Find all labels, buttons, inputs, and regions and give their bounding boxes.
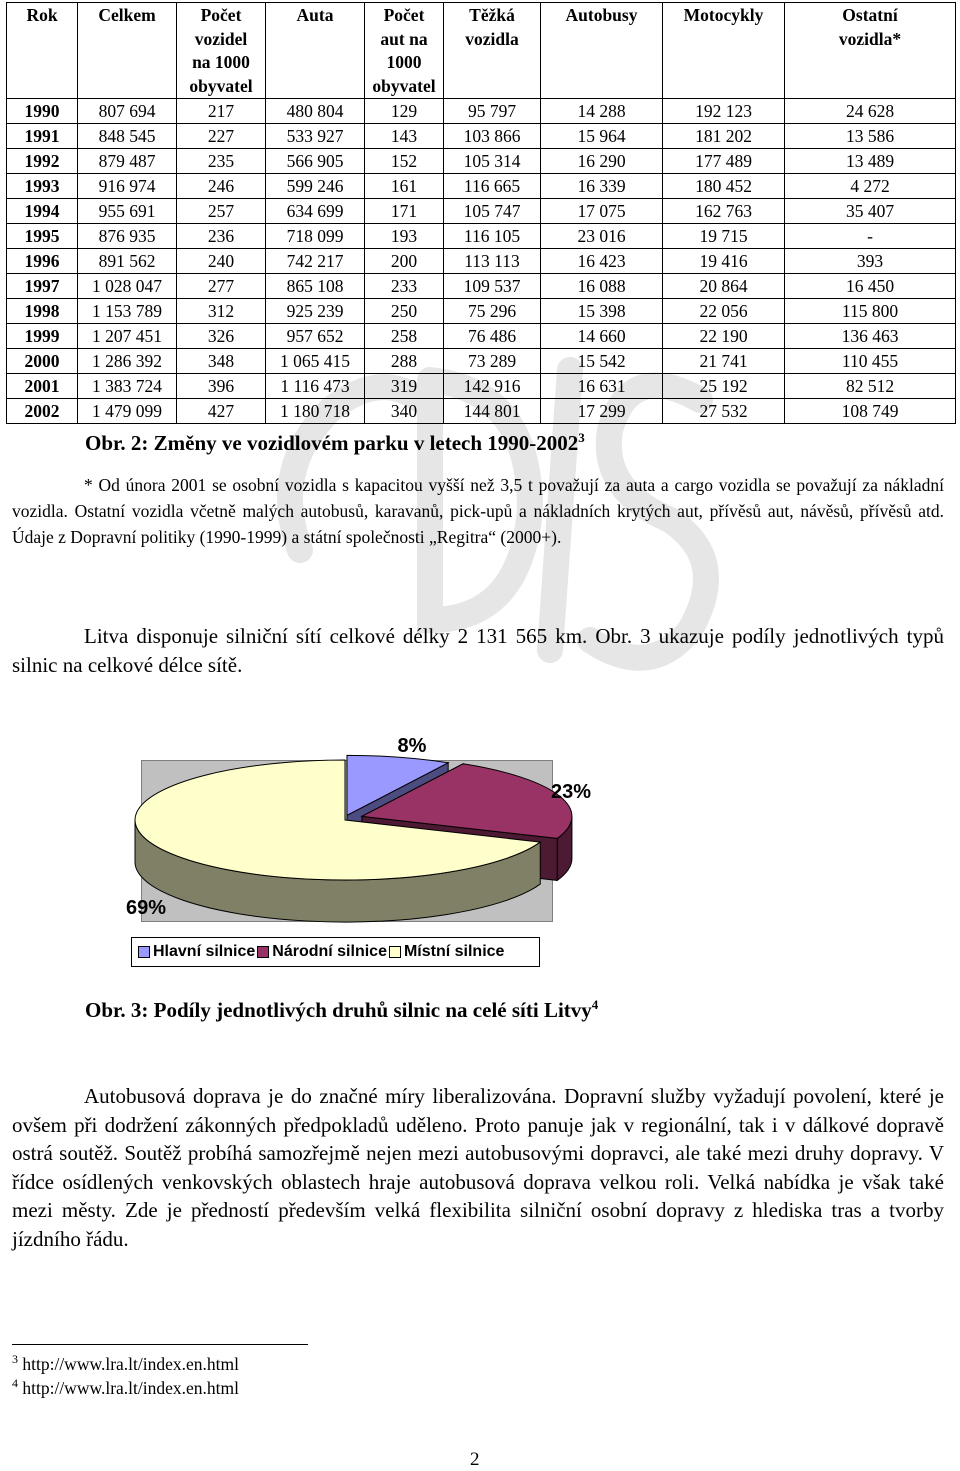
table-cell: 24 628: [785, 99, 956, 124]
footnote-3: [12, 1352, 239, 1375]
table-cell: 116 665: [444, 174, 541, 199]
year-cell: 1990: [7, 99, 78, 124]
table-cell: 27 532: [663, 399, 785, 424]
table-cell: -: [785, 224, 956, 249]
table-cell: 115 800: [785, 299, 956, 324]
table-cell: 16 450: [785, 274, 956, 299]
table-cell: 16 339: [541, 174, 663, 199]
table-cell: 16 631: [541, 374, 663, 399]
footnote-ref: 3: [578, 430, 585, 445]
table-cell: 76 486: [444, 324, 541, 349]
table-cell: 340: [365, 399, 444, 424]
table-cell: 16 088: [541, 274, 663, 299]
table-cell: 396: [177, 374, 266, 399]
table-cell: 16 423: [541, 249, 663, 274]
header-line: Počet: [383, 5, 425, 25]
year-cell: 1994: [7, 199, 78, 224]
table-cell: 925 239: [266, 299, 365, 324]
table-cell: 20 864: [663, 274, 785, 299]
table-cell: 17 075: [541, 199, 663, 224]
table-cell: 217: [177, 99, 266, 124]
header-line: Ostatní: [842, 5, 898, 25]
table-cell: 227: [177, 124, 266, 149]
table-cell: 246: [177, 174, 266, 199]
table-cell: 566 905: [266, 149, 365, 174]
footnote-link: http://www.lra.lt/index.en.html: [22, 1353, 239, 1374]
table-cell: 236: [177, 224, 266, 249]
table-cell: 181 202: [663, 124, 785, 149]
header-line: 1000: [386, 52, 422, 72]
year-cell: 1998: [7, 299, 78, 324]
table-cell: 1 116 473: [266, 374, 365, 399]
table-cell: 35 407: [785, 199, 956, 224]
page-number: 2: [470, 1449, 480, 1470]
table-cell: 848 545: [78, 124, 177, 149]
pie-data-label: 8%: [397, 735, 427, 757]
header-line: Autobusy: [565, 5, 638, 25]
table-cell: 319: [365, 374, 444, 399]
table-cell: 288: [365, 349, 444, 374]
table-cell: 144 801: [444, 399, 541, 424]
header-line: Motocykly: [683, 5, 764, 25]
header-line: Auta: [296, 5, 334, 25]
table-cell: 1 180 718: [266, 399, 365, 424]
paragraph-road-network: Litva disponuje silniční sítí celkové délky 2 131 565 km. Obr. 3 ukazuje podíly jednotlivých typů silnic na celkové délce sítě.: [12, 624, 944, 677]
table-cell: 1 028 047: [78, 274, 177, 299]
table-cell: 113 113: [444, 249, 541, 274]
table-cell: 14 660: [541, 324, 663, 349]
paragraph-bus-transport: Autobusová doprava je do značné míry liberalizována. Dopravní služby vyžadují povolení, které je ovšem při dodržení zákonných předpokladů uděleno. Proto panuje jak v regionální, tak i v dálkové dopravě ostrá soutěž. Soutěž probíhá samozřejmě nejen mezi autobusovými dopravci, ale také mezi druhy dopravy. V řídce osídlených venkovských oblastech hraje autobusová doprava velkou roli. Velká nabídka je však také mezi městy. Zde je předností především velká flexibilita silniční osobní dopravy z hlediska tras a tvorby jízdního řádu.: [12, 1084, 944, 1251]
table-cell: 14 288: [541, 99, 663, 124]
table-cell: 480 804: [266, 99, 365, 124]
table-cell: 533 927: [266, 124, 365, 149]
table-cell: 16 290: [541, 149, 663, 174]
table-cell: 22 190: [663, 324, 785, 349]
table-cell: 15 542: [541, 349, 663, 374]
table-cell: 250: [365, 299, 444, 324]
table-cell: 1 479 099: [78, 399, 177, 424]
footnote-separator: [12, 1344, 308, 1345]
table-cell: 75 296: [444, 299, 541, 324]
table-cell: 136 463: [785, 324, 956, 349]
legend-swatch: [138, 946, 150, 958]
legend-item: [257, 943, 387, 961]
table-cell: 177 489: [663, 149, 785, 174]
footnote-4: [12, 1376, 239, 1399]
table-cell: 1 286 392: [78, 349, 177, 374]
pie-data-label: 23%: [550, 781, 592, 803]
year-cell: 2002: [7, 399, 78, 424]
table-cell: 152: [365, 149, 444, 174]
year-cell: 2000: [7, 349, 78, 374]
chart-legend: [131, 937, 540, 967]
header-line: obyvatel: [189, 75, 253, 96]
table-cell: 105 747: [444, 199, 541, 224]
table-cell: 15 398: [541, 299, 663, 324]
figure-3-caption: [85, 997, 598, 1023]
header-line: vozidla*: [838, 28, 902, 49]
table-cell: 23 016: [541, 224, 663, 249]
caption-prefix: Obr. 3:: [85, 998, 149, 1022]
header-line: na 1000: [192, 52, 250, 72]
legend-label: Národní silnice: [272, 943, 387, 960]
legend-label: Hlavní silnice: [153, 943, 256, 960]
table-cell: 105 314: [444, 149, 541, 174]
table-cell: 192 123: [663, 99, 785, 124]
caption-text: Podíly jednotlivých druhů silnic na celé síti Litvy: [148, 998, 592, 1022]
table-cell: 718 099: [266, 224, 365, 249]
header-line: vozidla: [465, 28, 519, 49]
table-cell: 108 749: [785, 399, 956, 424]
table-cell: 142 916: [444, 374, 541, 399]
header-line: Počet: [200, 5, 242, 25]
header-line: obyvatel: [372, 75, 436, 96]
table-cell: 25 192: [663, 374, 785, 399]
header-line: aut na: [380, 28, 428, 49]
table-cell: 1 153 789: [78, 299, 177, 324]
year-cell: 1992: [7, 149, 78, 174]
legend-swatch: [257, 946, 269, 958]
table-note: * Od února 2001 se osobní vozidla s kapacitou vyšší než 3,5 t považují za auta a cargo vozidla se považují za nákladní vozidla. Ostatní vozidla včetně malých autobusů, karavanů, pick-upů a nákladních krytých aut, přívěsů aut, návěsů, přívěsů atd. Údaje z Dopravní politiky (1990-1999) a státní společnosti „Regitra“ (2000+).: [12, 475, 944, 547]
table-cell: 1 207 451: [78, 324, 177, 349]
table-cell: 312: [177, 299, 266, 324]
table-cell: 95 797: [444, 99, 541, 124]
table-cell: 200: [365, 249, 444, 274]
table-cell: 916 974: [78, 174, 177, 199]
table-cell: 807 694: [78, 99, 177, 124]
table-cell: 876 935: [78, 224, 177, 249]
year-cell: 1995: [7, 224, 78, 249]
table-cell: 348: [177, 349, 266, 374]
year-cell: 1996: [7, 249, 78, 274]
table-cell: 103 866: [444, 124, 541, 149]
table-cell: 257: [177, 199, 266, 224]
table-cell: 1 065 415: [266, 349, 365, 374]
table-cell: 865 108: [266, 274, 365, 299]
table-cell: 277: [177, 274, 266, 299]
footnote-link: http://www.lra.lt/index.en.html: [22, 1377, 239, 1398]
table-cell: 162 763: [663, 199, 785, 224]
table-cell: 13 586: [785, 124, 956, 149]
table-cell: 393: [785, 249, 956, 274]
legend-label: Místní silnice: [403, 943, 505, 960]
table-cell: 13 489: [785, 149, 956, 174]
footnote-number: 3: [12, 1352, 18, 1366]
table-cell: 143: [365, 124, 444, 149]
footnote-number: 4: [12, 1376, 18, 1390]
table-cell: 235: [177, 149, 266, 174]
caption-text: Změny ve vozidlovém parku v letech 1990-2002: [148, 431, 579, 455]
table-cell: 240: [177, 249, 266, 274]
table-cell: 879 487: [78, 149, 177, 174]
table-cell: 233: [365, 274, 444, 299]
table-cell: 634 699: [266, 199, 365, 224]
table-cell: 180 452: [663, 174, 785, 199]
table-cell: 742 217: [266, 249, 365, 274]
table-cell: 109 537: [444, 274, 541, 299]
table-cell: 19 715: [663, 224, 785, 249]
year-cell: 2001: [7, 374, 78, 399]
table-cell: 193: [365, 224, 444, 249]
legend-swatch: [389, 946, 401, 958]
table-cell: 891 562: [78, 249, 177, 274]
table-cell: 116 105: [444, 224, 541, 249]
table-cell: 22 056: [663, 299, 785, 324]
header-line: Rok: [26, 5, 58, 25]
legend-item: [138, 943, 255, 961]
table-cell: 957 652: [266, 324, 365, 349]
table-cell: 21 741: [663, 349, 785, 374]
year-cell: 1999: [7, 324, 78, 349]
table-cell: 17 299: [541, 399, 663, 424]
table-cell: 955 691: [78, 199, 177, 224]
footnote-ref: 4: [591, 997, 599, 1012]
table-cell: 599 246: [266, 174, 365, 199]
table-cell: 427: [177, 399, 266, 424]
table-cell: 171: [365, 199, 444, 224]
pie-data-label: 69%: [125, 897, 167, 919]
table-cell: 82 512: [785, 374, 956, 399]
table-cell: 1 383 724: [78, 374, 177, 399]
year-cell: 1993: [7, 174, 78, 199]
table-cell: 110 455: [785, 349, 956, 374]
table-cell: 4 272: [785, 174, 956, 199]
table-cell: 15 964: [541, 124, 663, 149]
caption-prefix: Obr. 2:: [85, 431, 149, 455]
table-cell: 19 416: [663, 249, 785, 274]
table-cell: 129: [365, 99, 444, 124]
header-line: Těžká: [469, 5, 515, 25]
year-cell: 1991: [7, 124, 78, 149]
legend-item: [389, 943, 504, 961]
header-line: Celkem: [98, 5, 156, 25]
year-cell: 1997: [7, 274, 78, 299]
table-cell: 73 289: [444, 349, 541, 374]
table-cell: 161: [365, 174, 444, 199]
table-cell: 258: [365, 324, 444, 349]
header-line: vozidel: [194, 28, 248, 49]
table-cell: 326: [177, 324, 266, 349]
